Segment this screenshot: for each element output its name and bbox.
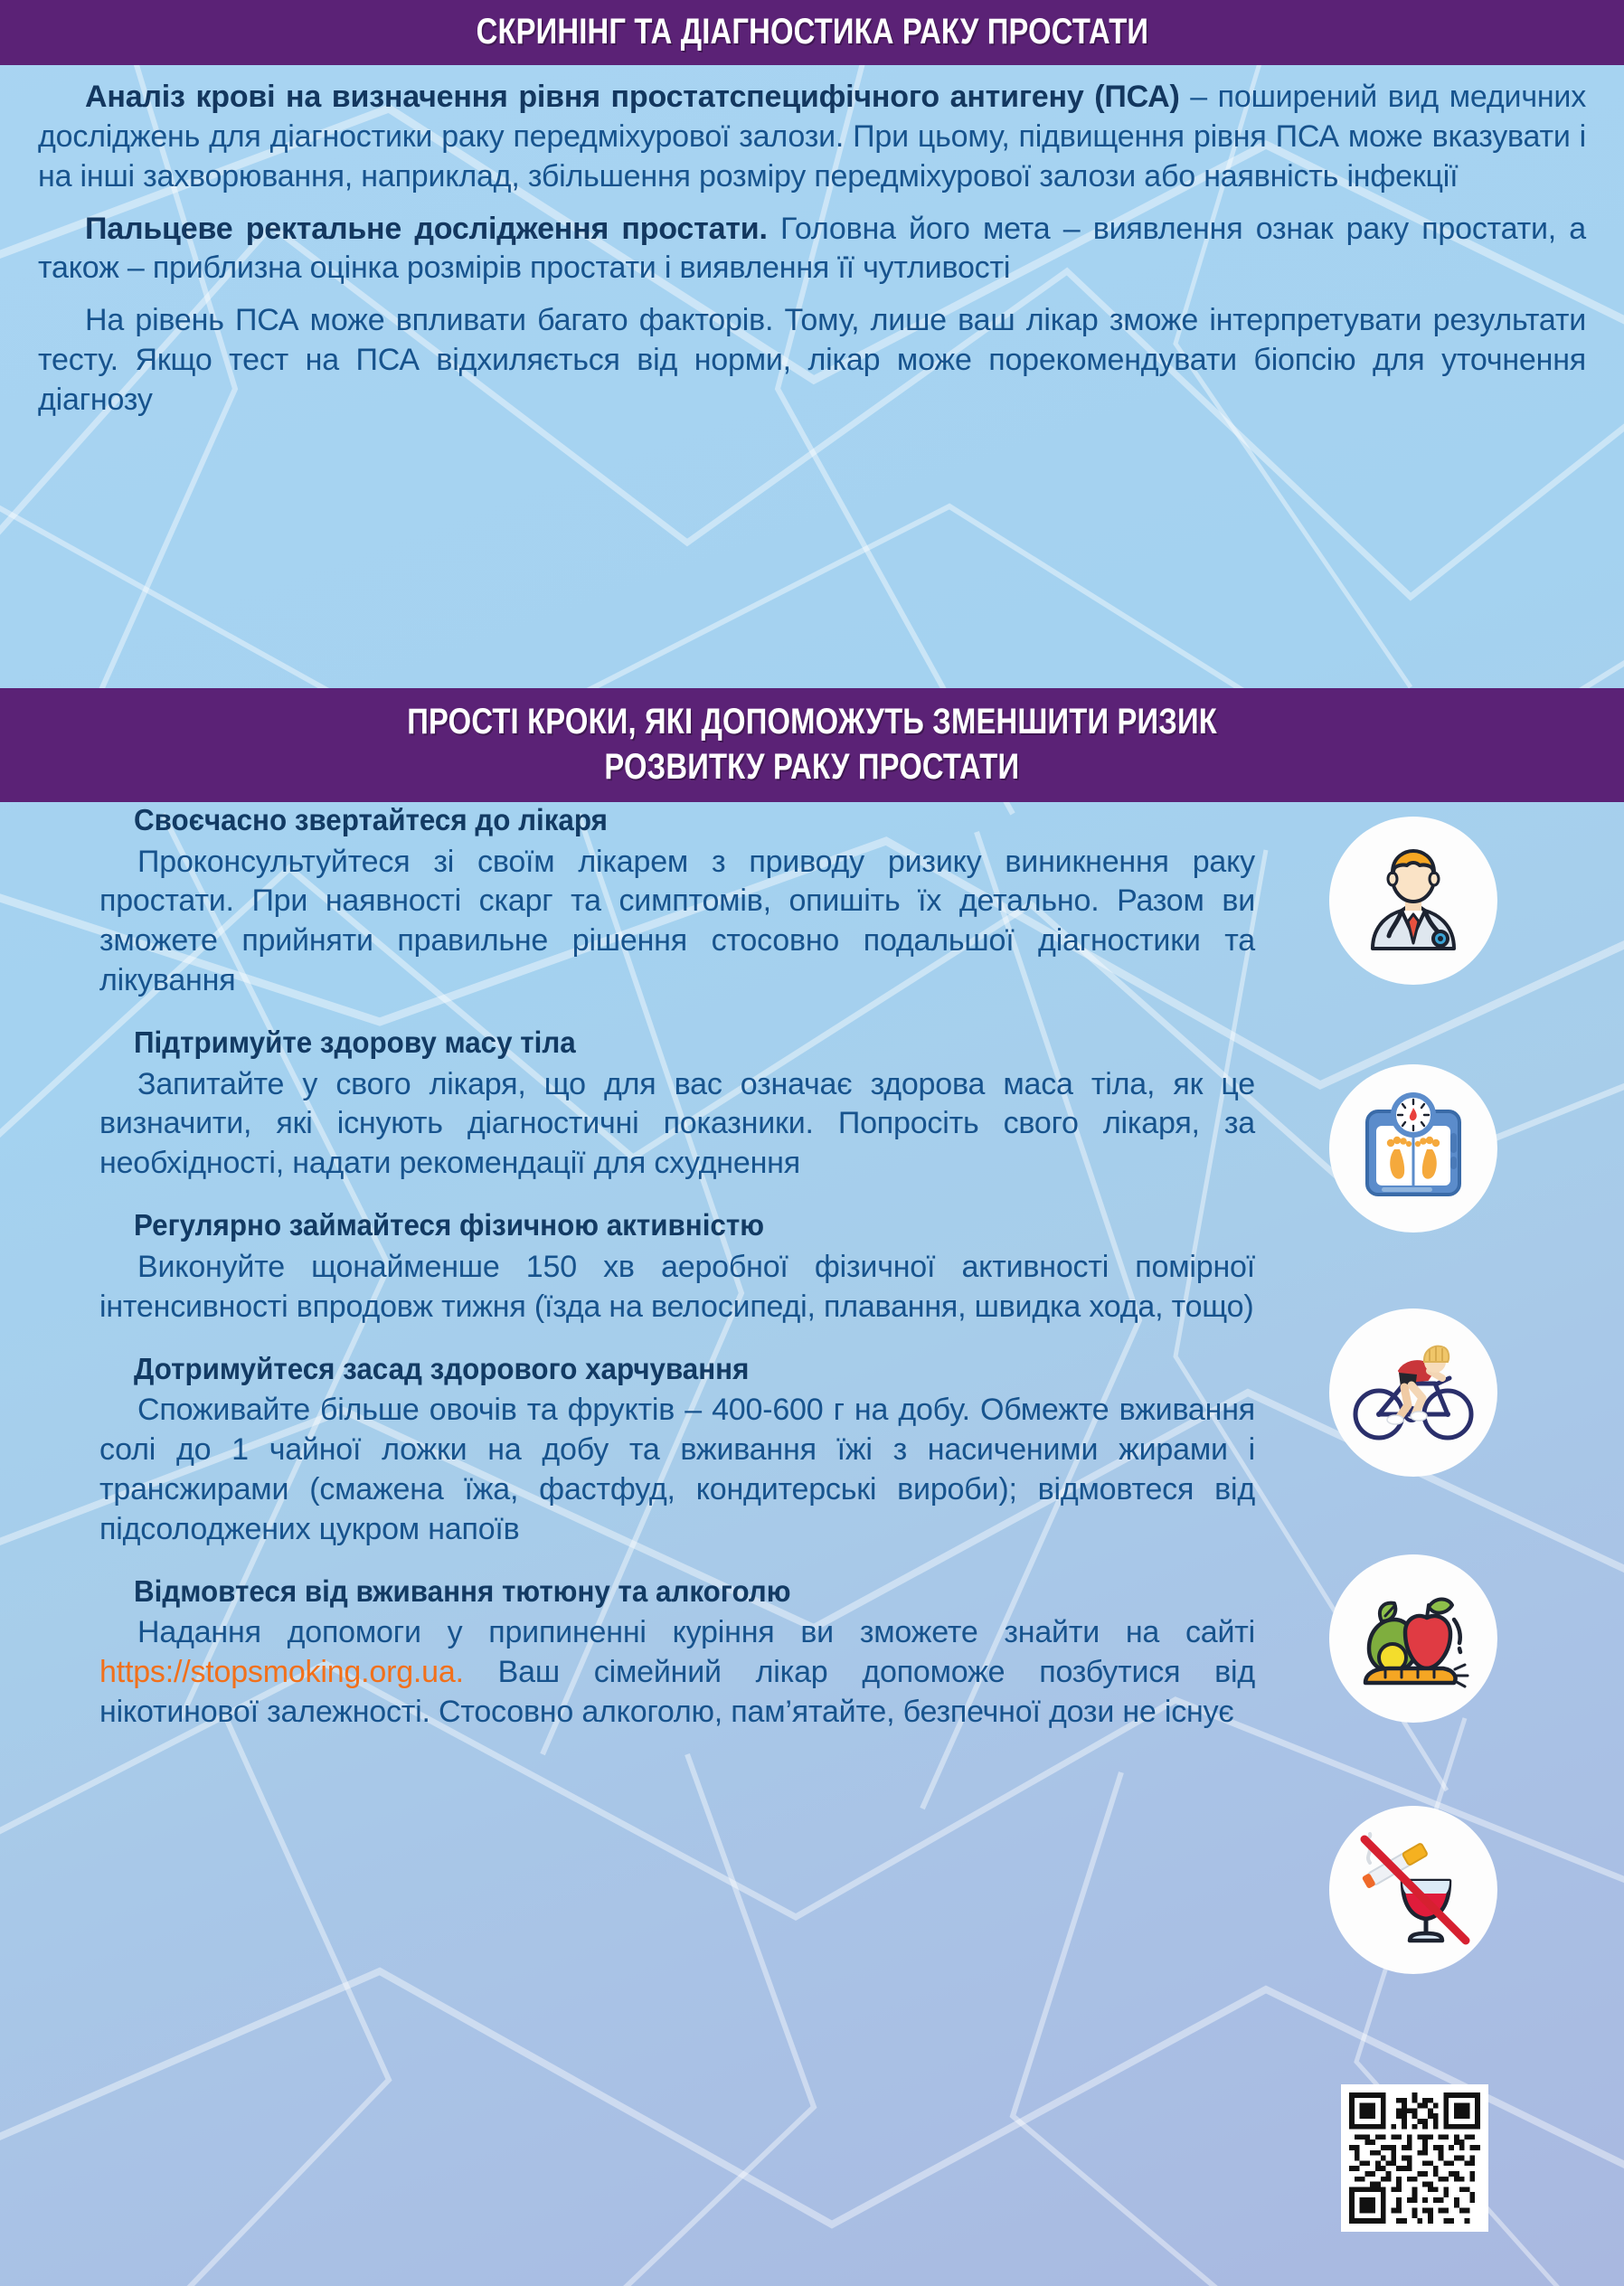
tip-see-doctor-body: Проконсультуйтеся зі своїм лікарем з приводу ризику виникнення раку простати. При наявності скарг та симптомів, опишіть їх детально. Разом ви зможете прийняти правильне рішення стосовно подальшої діагностики та лікування	[99, 844, 1255, 998]
tip-quit-body-after-link: Ваш сімейний лікар допоможе позбутися від нікотинової залежності. Стосовно алкоголю, пам’ятайте, безпечної дози не існує	[99, 1655, 1255, 1729]
tip-see-doctor	[99, 802, 1255, 1001]
tip-healthy-weight	[99, 1025, 1255, 1184]
tip-physical-activity	[99, 1207, 1255, 1327]
prevention-tips-section	[0, 802, 1624, 2286]
weight-scale-icon	[1355, 1090, 1472, 1207]
screening-paragraph-psa	[38, 78, 1586, 197]
screening-paragraph-interpretation-text: На рівень ПСА може впливати багато факторів. Тому, лише ваш лікар зможе інтерпретувати результати тесту. Якщо тест на ПСА відхиляється від норми, лікар може порекомендувати біопсію для уточнення діагнозу	[38, 303, 1586, 418]
doctor-icon-badge	[1329, 817, 1497, 985]
banner-prevention-header	[0, 688, 1624, 802]
tips-text-column	[99, 802, 1255, 1756]
tip-physical-activity-body: Виконуйте щонайменше 150 хв аеробної фізичної активності помірної інтенсивності впродовж тижня (їзда на велосипеді, плавання, швидка хода, тощо)	[99, 1249, 1255, 1324]
banner-prevention-title-line2: РОЗВИТКУ РАКУ ПРОСТАТИ	[604, 747, 1020, 787]
screening-paragraph-dre	[38, 210, 1586, 289]
tip-quit-body-before-link: Надання допомоги у припиненні куріння ви зможете знайти на сайті	[137, 1615, 1255, 1650]
banner-prevention-title-line1: ПРОСТІ КРОКИ, ЯКІ ДОПОМОЖУТЬ ЗМЕНШИТИ РИЗИК	[407, 702, 1217, 742]
doctor-icon	[1355, 842, 1472, 959]
stopsmoking-link[interactable]: https://stopsmoking.org.ua.	[99, 1655, 464, 1689]
tip-quit-tobacco-alcohol	[99, 1573, 1255, 1733]
screening-paragraph-psa-lead: Аналіз крові на визначення рівня простатспецифічного антигену (ПСА)	[85, 80, 1180, 114]
no-smoking-no-alcohol-icon-badge	[1329, 1806, 1497, 1974]
weight-scale-icon-badge	[1329, 1064, 1497, 1233]
tip-quit-tobacco-alcohol-title: Відмовтеся від вживання тютюну та алкоголю	[134, 1573, 791, 1608]
tip-healthy-weight-title: Підтримуйте здорову масу тіла	[134, 1025, 576, 1060]
screening-paragraph-interpretation	[38, 301, 1586, 420]
screening-paragraph-dre-lead: Пальцеве ректальне дослідження простати.	[85, 211, 768, 246]
bicycle-icon-badge	[1329, 1308, 1497, 1477]
screening-paragraph-psa-rest: – поширений вид медичних досліджень для діагностики раку передміхурової залози. При цьому, підвищення рівня ПСА може вказувати і на інші захворювання, наприклад, збільшення розміру передміхурової залози або наявність інфекції	[38, 80, 1586, 194]
qr-code[interactable]	[1341, 2084, 1488, 2232]
tip-healthy-diet-title: Дотримуйтеся засад здорового харчування	[134, 1351, 750, 1385]
tip-see-doctor-title: Своєчасно звертайтеся до лікаря	[134, 803, 608, 836]
screening-paragraph-dre-rest: Головна його мета – виявлення ознак раку простати, а також – приблизна оцінка розмірів простати і виявлення її чутливості	[38, 211, 1587, 286]
bicycle-icon	[1352, 1338, 1475, 1447]
tip-healthy-diet	[99, 1351, 1255, 1550]
tip-physical-activity-title: Регулярно займайтеся фізичною активністю	[134, 1208, 764, 1242]
fruits-vegetables-icon-badge	[1329, 1554, 1497, 1723]
banner-screening-header	[0, 0, 1624, 65]
banner-screening-title: СКРИНІНГ ТА ДІАГНОСТИКА РАКУ ПРОСТАТИ	[476, 12, 1148, 52]
tip-healthy-diet-body: Споживайте більше овочів та фруктів – 400-600 г на добу. Обмежте вживання солі до 1 чайної ложки на добу та вживання їжі з насиченими жирами і трансжирами (смажена їжа, фастфуд, кондитерські вироби); відмовтеся від підсолоджених цукром напоїв	[99, 1393, 1255, 1546]
tip-healthy-weight-body: Запитайте у свого лікаря, що для вас означає здорова маса тіла, як це визначити, які існують діагностичні показники. Попросіть свого лікаря, за необхідності, надати рекомендації для схуднення	[99, 1066, 1255, 1181]
screening-section	[0, 65, 1624, 688]
qr-code-graphic	[1349, 2092, 1480, 2224]
fruits-vegetables-icon	[1353, 1582, 1474, 1696]
tip-quit-tobacco-alcohol-body	[99, 1613, 1255, 1733]
no-smoking-no-alcohol-icon	[1350, 1830, 1477, 1950]
